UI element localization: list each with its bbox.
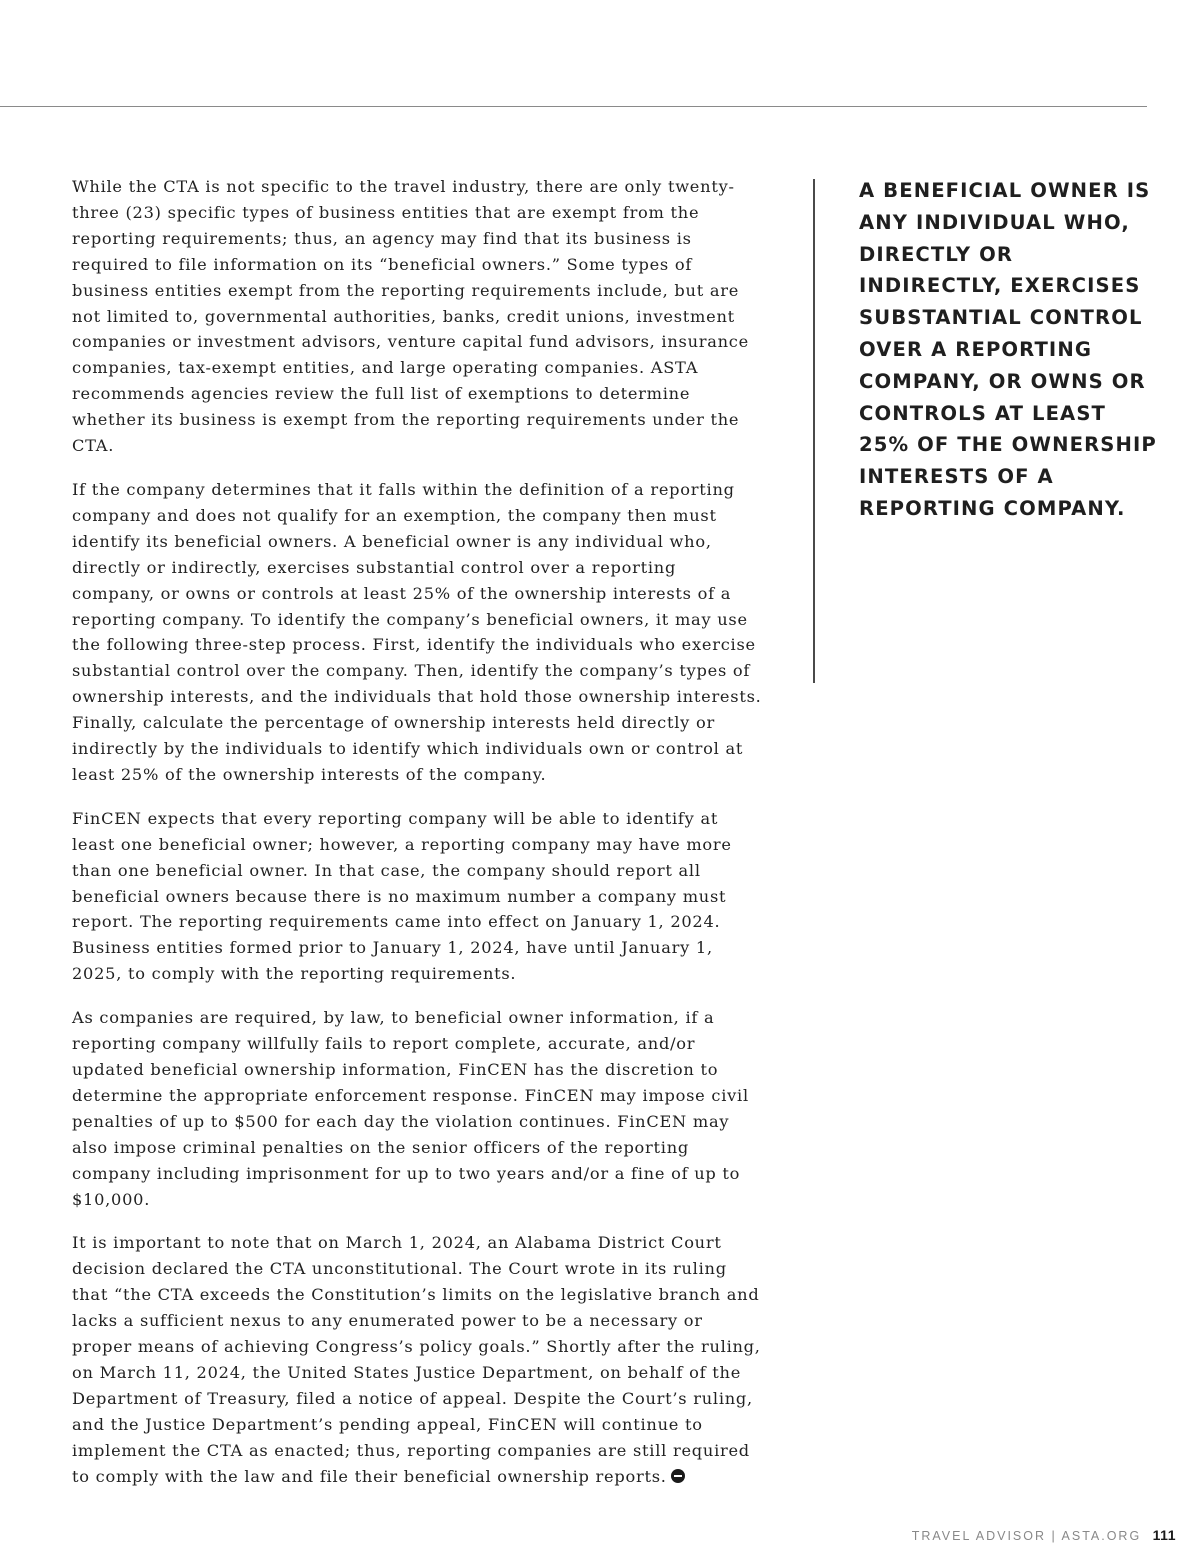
asta-logo-icon — [671, 1469, 685, 1483]
pullquote-rule — [813, 179, 815, 683]
article-body — [72, 174, 762, 1508]
article-paragraph-2: If the company determines that it falls within the definition of a reporting company and does not qualify for an exemption, the company then must identify its beneficial owners. A beneficial owner is any individual who, directly or indirectly, exercises substantial control over a reporting company, or owns or controls at least 25% of the ownership interests of a reporting company. To identify the company’s beneficial owners, it may use the following three-step process. First, identify the individuals who exercise substantial control over the company. Then, identify the company’s types of ownership interests, and the individuals that hold those ownership interests. Finally, calculate the percentage of ownership interests held directly or indirectly by the individuals to identify which individuals own or control at least 25% of the ownership interests of the company. — [72, 479, 762, 784]
page-number: 111 — [1152, 1527, 1176, 1543]
page-footer — [912, 1527, 1176, 1543]
article-paragraph-5 — [72, 1230, 762, 1489]
article-paragraph-4: As companies are required, by law, to beneficial owner information, if a reporting company willfully fails to report complete, accurate, and/or updated beneficial ownership information, FinCEN has the discretion to determine the appropriate enforcement response. FinCEN may impose civil penalties of up to $500 for each day the violation continues. FinCEN may also impose criminal penalties on the senior officers of the reporting company including imprisonment for up to two years and/or a fine of up to $10,000. — [72, 1008, 749, 1209]
article-paragraph-1: While the CTA is not specific to the travel industry, there are only twenty-three (23) specific types of business entities that are exempt from the reporting requirements; thus, an agency may find that its business is required to file information on its “beneficial owners.” Some types of business entities exempt from the reporting requirements include, but are not limited to, governmental authorities, banks, credit unions, investment companies or investment advisors, venture capital fund advisors, insurance companies, tax-exempt entities, and large operating companies. ASTA recommends agencies review the full list of exemptions to determine whether its business is exempt from the reporting requirements under the CTA. — [72, 177, 749, 456]
article-paragraph-3: FinCEN expects that every reporting company will be able to identify at least one beneficial owner; however, a reporting company may have more than one beneficial owner. In that case, the company should report all beneficial owners because there is no maximum number a company must report. The reporting requirements came into effect on January 1, 2024. Business entities formed prior to January 1, 2024, have until January 1, 2025, to comply with the reporting requirements. — [72, 808, 732, 984]
pullquote: A BENEFICIAL OWNER IS ANY INDIVIDUAL WHO, DIRECTLY OR INDIRECTLY, EXERCISES SUBSTANTIAL CONTROL OVER A REPORTING COMPANY, OR OWNS OR CONTROLS AT LEAST 25% OF THE OWNERSHIP INTERESTS OF A REPORTING COMPANY. — [859, 179, 1157, 520]
footer-running-title: TRAVEL ADVISOR | ASTA.ORG — [911, 1529, 1142, 1543]
header-rule — [0, 106, 1147, 107]
article-paragraph-5-text: It is important to note that on March 1, 2024, an Alabama District Court decision declared the CTA unconstitutional. The Court wrote in its ruling that “the CTA exceeds the Constitution’s limits on the legislative branch and lacks a sufficient nexus to any enumerated power to be a necessary or proper means of achieving Congress’s policy goals.” Shortly after the ruling, on March 11, 2024, the United States Justice Department, on behalf of the Department of Treasury, filed a notice of appeal. Despite the Court’s ruling, and the Justice Department’s pending appeal, FinCEN will continue to implement the CTA as enacted; thus, reporting companies are still required to comply with the law and file their beneficial ownership reports. — [72, 1233, 761, 1486]
